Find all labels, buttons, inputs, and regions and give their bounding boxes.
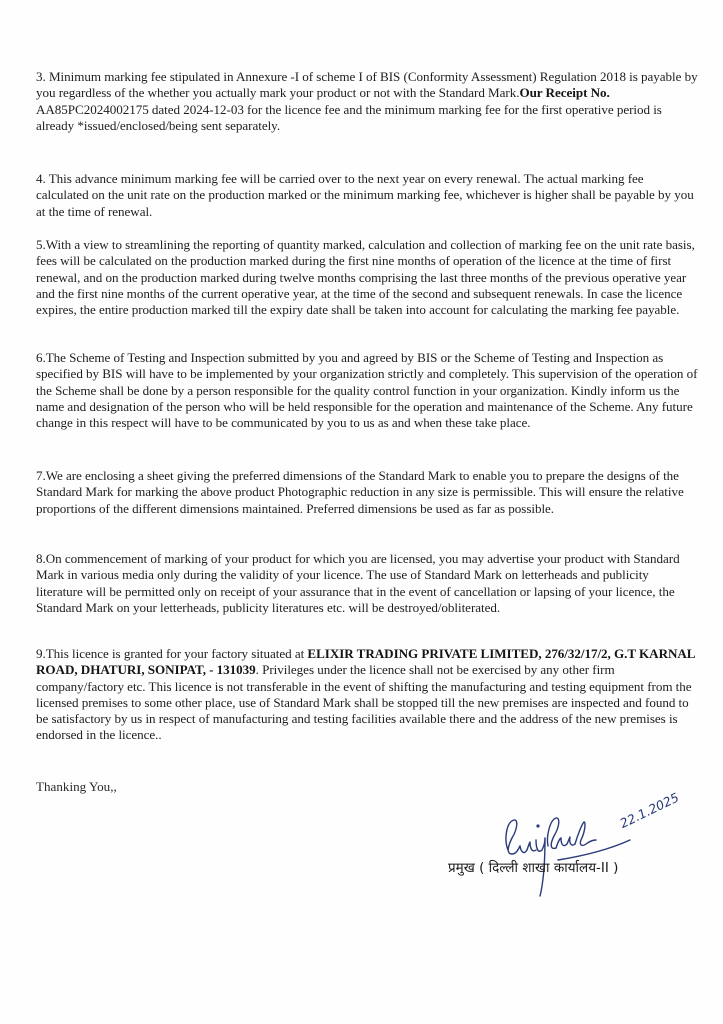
paragraph-3-text-b: AA85PC2024002175 dated 2024-12-03 for the licence fee and the minimum marking fee for the first operative period is already *issued/enclosed/being sent separately.	[36, 101, 662, 133]
paragraph-6-text: 6.The Scheme of Testing and Inspection submitted by you and agreed by BIS or the Scheme of Testing and Inspection as specified by BIS will have to be implemented by your organization strictly and completely. This supervision of the operation of the Scheme shall be done by a person responsible for the quality control function in your organization. Kindly inform us the name and designation of the person who will be held responsible for the operation and maintenance of the Scheme. Any future change in this respect will have to be communicated by you to us as and when these take place.	[36, 350, 698, 431]
paragraph-9-text-a: 9.This licence is granted for your factory situated at	[36, 646, 308, 661]
paragraph-6	[36, 350, 698, 431]
paragraph-4-text: 4. This advance minimum marking fee will be carried over to the next year on every renewal. The actual marking fee calculated on the unit rate on the production marked or the minimum marking fee, whichever is higher shall be payable by you at the time of renewal.	[36, 171, 694, 219]
signature-date: 22.1.2025	[617, 789, 682, 831]
paragraph-9	[36, 646, 698, 744]
paragraph-7	[36, 468, 698, 517]
paragraph-7-text: 7.We are enclosing a sheet giving the preferred dimensions of the Standard Mark to enable you to prepare the designs of the Standard Mark for marking the above product Photographic reduction in any size is permissible. This will ensure the relative proportions of the different dimensions maintained. Preferred dimensions be used as far as possible.	[36, 468, 684, 516]
paragraph-3	[36, 69, 698, 134]
paragraph-5-text: 5.With a view to streamlining the reporting of quantity marked, calculation and collection of marking fee on the unit rate basis, fees will be calculated on the production marked during the first nine months of operation of the licence at the time of first renewal, and on the production marked during twelve months comprising the last three months of the previous operative year and the first nine months of the current operative year, at the time of the second and subsequent renewals. In case the licence expires, the entire production marked till the expiry date shall be taken into account for calculating the marking fee payable.	[36, 237, 695, 318]
paragraph-5	[36, 237, 698, 318]
paragraph-3-text-a: 3. Minimum marking fee stipulated in Annexure -I of scheme I of BIS (Conformity Assessment) Regulation 2018 is payable by you regardless of the whether you actually mark your product or not with the Standard Mark.	[36, 69, 698, 101]
paragraph-8	[36, 551, 698, 616]
paragraph-4	[36, 171, 698, 220]
signature-block	[448, 789, 718, 910]
handwritten-signature-icon	[448, 800, 718, 910]
closing-salutation: Thanking You,,	[36, 779, 117, 794]
paragraph-9-text-b: . Privileges under the licence shall not be exercised by any other firm company/factory etc. This licence is not transferable in the event of shifting the manufacturing and testing equipment from the licensed premises to some other place, use of Standard Mark shall be stopped till the new premises are inspected and found to be satisfactory by us in respect of manufacturing and testing facilities available there and the address of the new premises is endorsed in the licence..	[36, 662, 692, 743]
receipt-label: Our Receipt No.	[519, 85, 610, 101]
paragraph-8-text: 8.On commencement of marking of your product for which you are licensed, you may advertise your product with Standard Mark in various media only during the validity of your licence. The use of Standard Mark on letterheads and publicity literature will be permitted only on receipt of your assurance that in the event of cancellation or lapsing of your licence, the Standard Mark on your letterheads, publicity literatures etc. will be destroyed/obliterated.	[36, 551, 680, 615]
factory-address: ELIXIR TRADING PRIVATE LIMITED, 276/32/17/2, G.T KARNAL ROAD, DHATURI, SONIPAT, - 131039	[36, 646, 695, 678]
signatory-designation: प्रमुख ( दिल्ली शाखा कार्यालय-II )	[448, 860, 619, 876]
